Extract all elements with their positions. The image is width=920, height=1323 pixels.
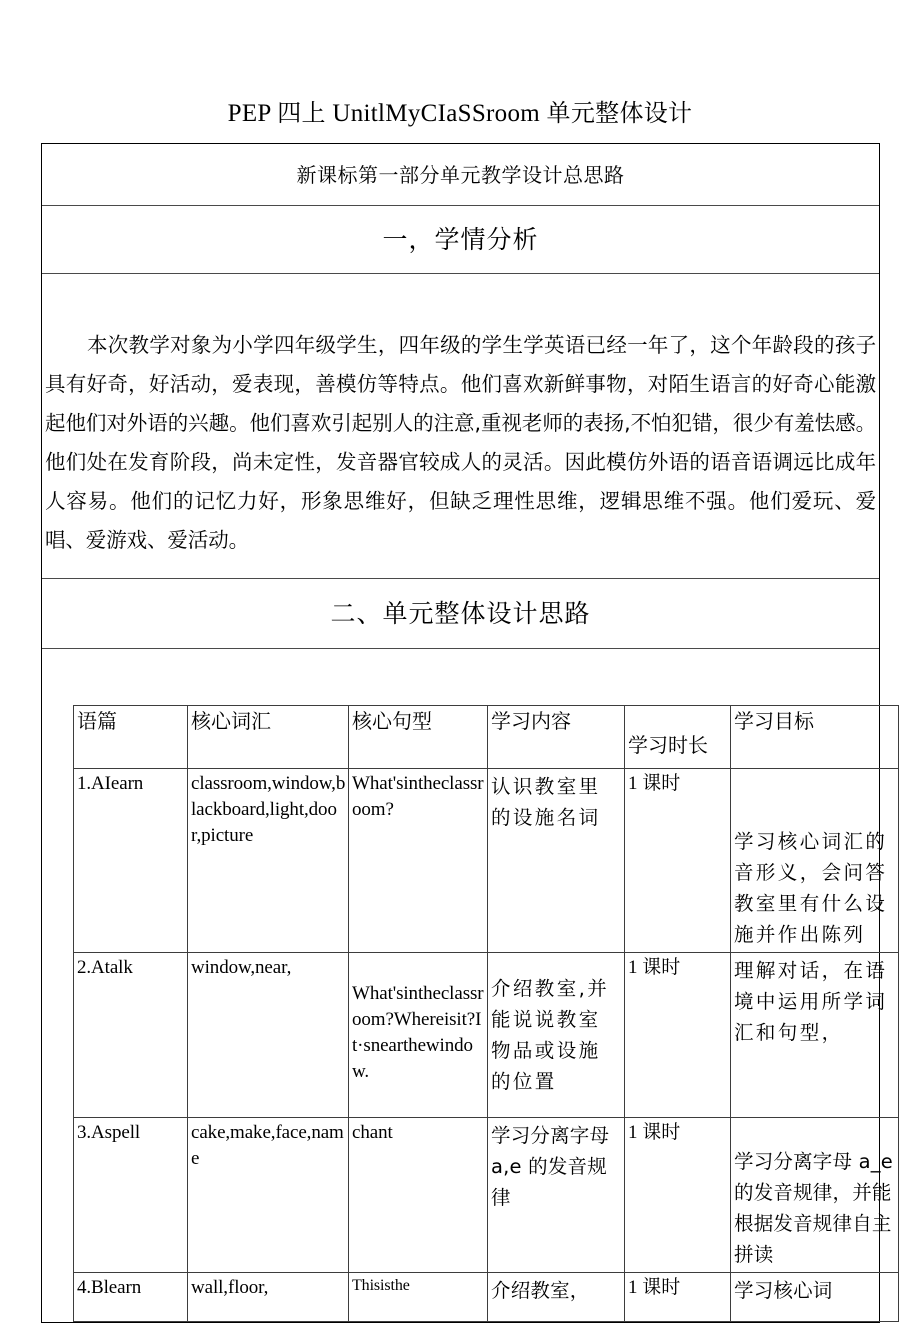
subtitle-text: 新课标第一部分单元教学设计总思路 — [296, 162, 625, 187]
cell-duration — [625, 1273, 731, 1322]
header-cell-content — [488, 706, 625, 769]
row-objectives: 学习核心词 — [734, 1279, 833, 1302]
row-objectives: 学习核心词汇的音形义，会问答教室里有什么设施并作出陈列 — [734, 830, 888, 946]
cell-duration — [625, 953, 731, 1118]
table-header-row — [74, 706, 899, 769]
cell-vocabulary — [188, 769, 349, 953]
row-duration: 1 课时 — [628, 1277, 681, 1298]
cell-vocabulary — [188, 1273, 349, 1322]
content-frame — [41, 143, 893, 1323]
table-row — [74, 1273, 899, 1322]
page-title-cjk-2: 单元整体设计 — [546, 99, 693, 127]
row-duration: 1 课时 — [628, 1122, 681, 1143]
row-content: 认识教室里的设施名词 — [491, 775, 601, 829]
row-text-label: 4.Blearn — [77, 1277, 142, 1298]
header-label-vocabulary: 核心词汇 — [191, 709, 271, 733]
cell-vocabulary — [188, 953, 349, 1118]
cell-text — [74, 953, 188, 1118]
cell-sentence-patterns — [349, 1273, 488, 1322]
header-cell-text — [74, 706, 188, 769]
cell-vocabulary — [188, 1118, 349, 1273]
cell-objectives — [731, 769, 899, 953]
page-title — [0, 96, 920, 131]
row-sentence-patterns: What'sintheclassroom? — [352, 773, 484, 820]
section-heading-2: 二、单元整体设计思路 — [330, 598, 591, 628]
row-text-label: 2.Atalk — [77, 957, 133, 978]
section-heading-1: 一，学情分析 — [382, 224, 539, 254]
row-text-label: 3.Aspell — [77, 1122, 141, 1143]
row-text-label: 1.AIearn — [77, 773, 144, 794]
page-title-cjk-1: 四上 — [277, 99, 326, 127]
header-cell-sentence-patterns — [349, 706, 488, 769]
page-title-latin-1: PEP — [227, 100, 278, 127]
cell-objectives — [731, 1273, 899, 1322]
header-cell-objectives — [731, 706, 899, 769]
plan-table-band — [42, 649, 893, 1322]
header-label-sentence-patterns: 核心句型 — [352, 709, 432, 733]
section-heading-2-band — [42, 579, 879, 649]
header-cell-vocabulary — [188, 706, 349, 769]
cell-sentence-patterns — [349, 769, 488, 953]
row-vocabulary: cake,make,face,name — [191, 1122, 344, 1169]
table-row — [74, 769, 899, 953]
section-heading-1-band — [42, 206, 879, 274]
cell-duration — [625, 1118, 731, 1273]
header-cell-duration — [625, 706, 731, 769]
table-row — [74, 1118, 899, 1273]
header-label-duration: 学习时长 — [628, 733, 708, 757]
unit-plan-table — [73, 705, 899, 1322]
row-objectives: 学习分离字母 a_e的发音规律，并能根据发音规律自主拼读 — [734, 1150, 893, 1266]
cell-sentence-patterns — [349, 953, 488, 1118]
cell-content — [488, 1118, 625, 1273]
cell-objectives — [731, 1118, 899, 1273]
cell-duration — [625, 769, 731, 953]
row-content: 介绍教室,并能说说教室物品或设施的位置 — [491, 977, 610, 1093]
page-title-latin-2: UnitlMyCIaSSroom — [325, 100, 547, 127]
cell-content — [488, 953, 625, 1118]
analysis-paragraph: 本次教学对象为小学四年级学生，四年级的学生学英语已经一年了，这个年龄段的孩子具有好奇，好活动，爱表现，善模仿等特点。他们喜欢新鲜事物，对陌生语言的好奇心能激起他们对外语的兴趣。他们喜欢引起别人的注意,重视老师的表扬,不怕犯错，很少有羞怯感。他们处在发育阶段，尚未定性，发音器官较成人的灵活。因此模仿外语的语音语调远比成年人容易。他们的记忆力好，形象思维好，但缺乏理性思维，逻辑思维不强。他们爱玩、爱唱、爱游戏、爱活动。 — [45, 333, 876, 552]
row-content: 介绍教室， — [491, 1279, 590, 1302]
header-label-objectives: 学习目标 — [734, 709, 814, 733]
cell-text — [74, 1273, 188, 1322]
analysis-band — [42, 274, 879, 579]
cell-content — [488, 1273, 625, 1322]
cell-sentence-patterns — [349, 1118, 488, 1273]
cell-content — [488, 769, 625, 953]
cell-text — [74, 1118, 188, 1273]
table-row — [74, 953, 899, 1118]
header-label-content: 学习内容 — [491, 709, 571, 733]
row-content: 学习分离字母 a,e 的发音规律 — [491, 1124, 610, 1209]
row-sentence-patterns: What'sintheclassroom?Whereisit?It·snearthewindow. — [352, 983, 484, 1082]
row-objectives: 理解对话，在语境中运用所学词汇和句型， — [734, 959, 888, 1044]
cell-objectives — [731, 953, 899, 1118]
row-duration: 1 课时 — [628, 957, 681, 978]
subtitle-band — [42, 144, 879, 206]
row-sentence-patterns: chant — [352, 1122, 393, 1143]
row-vocabulary: window,near, — [191, 957, 292, 978]
header-label-text: 语篇 — [77, 709, 117, 733]
cell-text — [74, 769, 188, 953]
row-vocabulary: wall,floor, — [191, 1277, 269, 1298]
row-sentence-patterns: Thisisthe — [352, 1277, 410, 1294]
row-vocabulary: classroom,window,blackboard,light,door,picture — [191, 773, 346, 846]
row-duration: 1 课时 — [628, 773, 681, 794]
